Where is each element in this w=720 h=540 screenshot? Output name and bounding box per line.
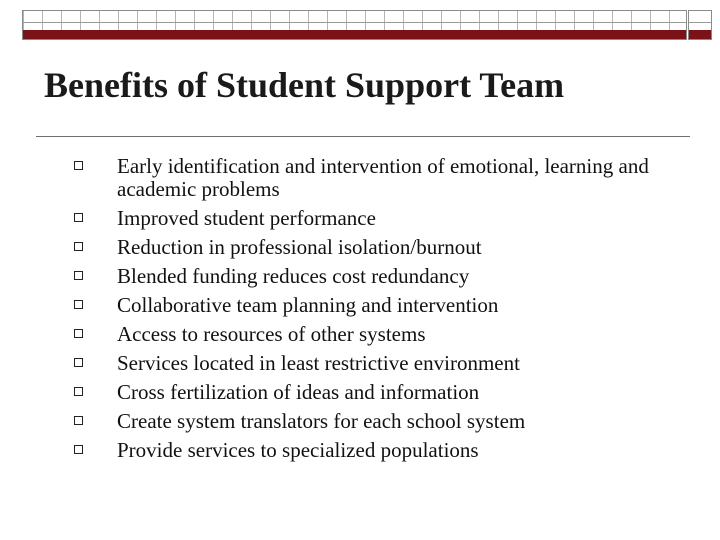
hollow-square-icon (74, 416, 83, 425)
bullet-text: Blended funding reduces cost redundancy (117, 264, 470, 288)
hollow-square-icon (74, 300, 83, 309)
corner-accent-stripe (689, 30, 711, 39)
bullet-text: Early identification and intervention of emotional, learning and academic problems (117, 154, 649, 201)
bullet-text: Improved student performance (117, 206, 376, 230)
list-item (74, 236, 674, 259)
bullet-text: Provide services to specialized populations (117, 438, 479, 462)
hollow-square-icon (74, 358, 83, 367)
list-item (74, 410, 674, 433)
list-item (74, 207, 674, 230)
header-accent-stripe (23, 30, 686, 39)
list-item (74, 155, 674, 201)
header-divider-line (23, 22, 686, 23)
list-item (74, 352, 674, 375)
hollow-square-icon (74, 329, 83, 338)
hollow-square-icon (74, 242, 83, 251)
hollow-square-icon (74, 445, 83, 454)
header-decoration-bar (22, 10, 687, 40)
slide-title: Benefits of Student Support Team (44, 65, 565, 105)
bullet-text: Collaborative team planning and intervention (117, 293, 499, 317)
list-item (74, 323, 674, 346)
bullet-text: Access to resources of other systems (117, 322, 426, 346)
bullet-text: Reduction in professional isolation/burnout (117, 235, 482, 259)
bullet-text: Create system translators for each school system (117, 409, 526, 433)
hollow-square-icon (74, 161, 83, 170)
hollow-square-icon (74, 271, 83, 280)
list-item (74, 265, 674, 288)
header-corner-block (688, 10, 712, 40)
bullet-text: Cross fertilization of ideas and information (117, 380, 480, 404)
list-item (74, 439, 674, 462)
list-item (74, 381, 674, 404)
list-item (74, 294, 674, 317)
hollow-square-icon (74, 213, 83, 222)
bullet-text: Services located in least restrictive environment (117, 351, 520, 375)
bullet-list (74, 155, 674, 468)
hollow-square-icon (74, 387, 83, 396)
title-underline (36, 136, 690, 137)
